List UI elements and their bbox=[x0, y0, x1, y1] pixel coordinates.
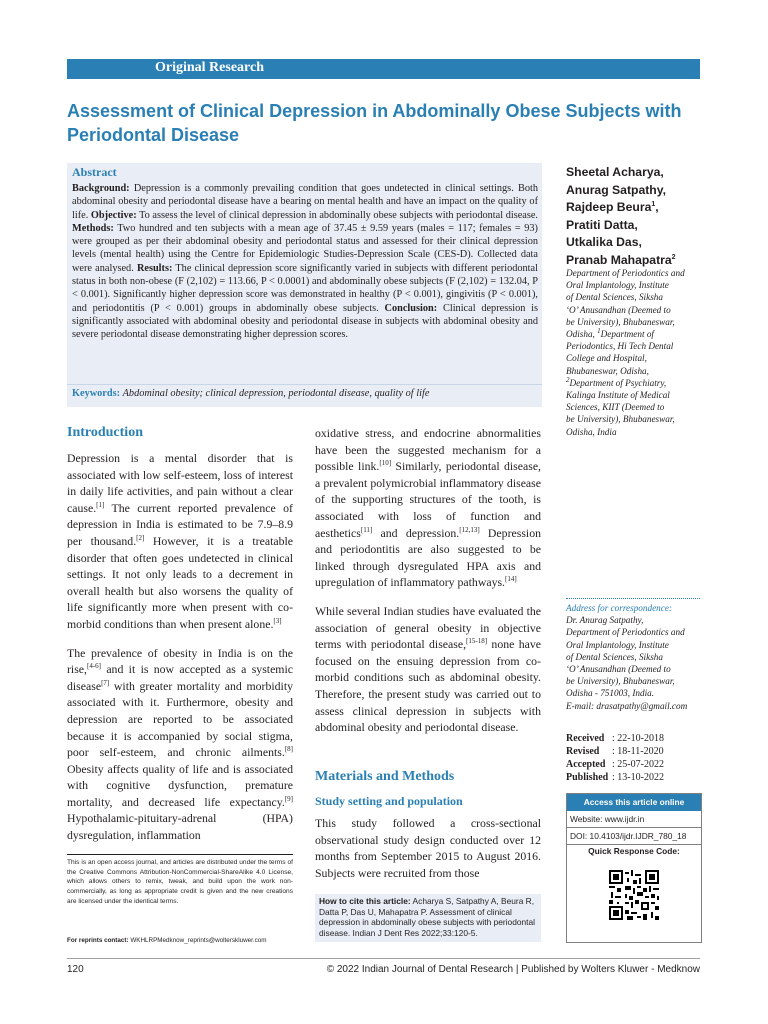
how-to-cite-label: How to cite this article: bbox=[319, 896, 411, 906]
text: The current reported prevalence of depression in India is estimated to be 7.9–8.9 per thousand. bbox=[67, 500, 293, 548]
text: Obesity affects quality of life and is associated with cognitive dysfunction, premature mortality, and decreased life expectancy. bbox=[67, 761, 293, 809]
how-to-cite-citation: Acharya S, Satpathy A, Beura R, Datta P, Das U, Mahapatra P. Assessment of clinical depression in abdominally obese subjects with periodontal disease. Indian J Dent Res 2022;33:120-5. bbox=[319, 896, 536, 939]
affil-line: be University), Bhubaneswar, bbox=[566, 414, 675, 425]
accepted-label: Accepted bbox=[566, 759, 606, 770]
published-date: : 13-10-2022 bbox=[612, 772, 664, 783]
text: oxidative stress, and endocrine abnormalities have been the suggested mechanism for a possible link. bbox=[315, 426, 541, 474]
text: Similarly, periodontal disease, a prevalent polymicrobial inflammatory disease of the supporting structures of the tooth, is associated with loss of function and aesthetics bbox=[315, 459, 542, 540]
page-number: 120 bbox=[67, 964, 84, 975]
objective-label: Objective: bbox=[90, 209, 137, 221]
correspondence-line: Odisha - 751003, India. bbox=[566, 688, 655, 699]
correspondence-line: of Dental Sciences, Siksha bbox=[566, 651, 663, 662]
section-band bbox=[67, 59, 700, 79]
background-label: Background: bbox=[72, 183, 130, 194]
author-3-name: Rajdeep Beura bbox=[566, 200, 652, 214]
affil-line: Department of Periodontics and bbox=[566, 268, 685, 278]
how-to-cite-text bbox=[319, 896, 539, 939]
correspondence-line: Oral Implantology, Institute bbox=[566, 639, 669, 650]
website-link[interactable]: Website: www.ijdr.in bbox=[567, 811, 701, 828]
abstract-box bbox=[67, 163, 542, 407]
qr-code-icon[interactable] bbox=[609, 870, 659, 920]
correspondence bbox=[566, 602, 716, 712]
methods-text: Two hundred and ten subjects with a mean age of 37.45 ± 9.59 years (males = 117; females = 93) were grouped as per their abdominal obesity and periodontal status and assessed for their clinical depression levels (mental health) using the Centre for Epidemiologic Studies-Depression Scale (CES-D). Collected data were analysed. bbox=[72, 222, 538, 274]
accepted-date: : 25-07-2022 bbox=[612, 759, 664, 770]
keywords bbox=[72, 388, 538, 399]
text: The prevalence of obesity in India is on the rise, bbox=[67, 645, 293, 677]
affil-text: Department of Psychiatry, bbox=[569, 377, 667, 388]
author-6-name: Pranab Mahapatra bbox=[566, 252, 672, 267]
affil-line: ‘O’ Anusandhan (Deemed to bbox=[566, 304, 671, 315]
correspondence-line: Dr. Anurag Satpathy, bbox=[566, 615, 644, 626]
introduction-heading: Introduction bbox=[67, 425, 143, 440]
correspondence-line: Department of Periodontics and bbox=[566, 627, 685, 638]
abstract-text bbox=[72, 182, 538, 342]
author-6-sup: 2 bbox=[671, 253, 676, 261]
citation: [12,13] bbox=[459, 525, 480, 534]
published-label: Published bbox=[566, 772, 609, 783]
keywords-divider bbox=[67, 384, 542, 385]
author-3-sup: 1 bbox=[651, 200, 656, 208]
affil-line bbox=[566, 328, 716, 340]
qr-label: Quick Response Code: bbox=[588, 846, 680, 856]
citation: [8] bbox=[284, 745, 293, 754]
reprints-label: For reprints contact: bbox=[67, 937, 129, 944]
how-to-cite-box bbox=[315, 894, 541, 942]
citation: [4-6] bbox=[86, 662, 101, 671]
text: and it is now accepted as a systemic disease bbox=[67, 662, 293, 693]
citation: [10] bbox=[379, 459, 392, 468]
objective-text: To assess the level of clinical depression in abdominally obese subjects with periodontal disease. bbox=[136, 209, 538, 221]
intro-paragraph-4 bbox=[315, 603, 541, 736]
article-title: Assessment of Clinical Depression in Abdominally Obese Subjects with Periodontal Disease bbox=[67, 101, 682, 145]
correspondence-line: ‘O’ Anusandhan (Deemed to bbox=[566, 664, 671, 675]
text: Hypothalamic-pituitary-adrenal (HPA) dysregulation, inflammation bbox=[67, 811, 293, 843]
author-1: Sheetal Acharya, bbox=[566, 165, 664, 179]
affil-line: Bhubaneswar, Odisha, bbox=[566, 365, 649, 376]
citation: [3] bbox=[273, 617, 282, 626]
body-column-2 bbox=[315, 425, 541, 748]
correspondence-heading: Address for correspondence: bbox=[566, 603, 672, 613]
affiliations bbox=[566, 267, 716, 438]
citation: [1] bbox=[96, 500, 105, 509]
intro-paragraph-2 bbox=[67, 645, 293, 844]
author-2: Anurag Satpathy, bbox=[566, 182, 666, 197]
citation: [14] bbox=[505, 575, 517, 584]
doi-link[interactable]: DOI: 10.4103/ijdr.IJDR_780_18 bbox=[567, 828, 701, 845]
affil-line bbox=[566, 377, 716, 389]
text: none have focused on the ensuing depression from co-morbid conditions such as abdominal obesity. Therefore, the present study was carried out to assess clinical depression in subjects with abdominal obesity and periodontal disease. bbox=[315, 637, 541, 735]
intro-paragraph-1 bbox=[67, 450, 293, 633]
footer-divider bbox=[67, 958, 700, 959]
affil-text: Odisha, bbox=[566, 329, 598, 340]
author-5: Utkalika Das, bbox=[566, 235, 642, 249]
text: However, it is a treatable disorder that often goes undetected in clinical settings. It not only leads to a decrement in overall health but also worsens the quality of life significantly more when present with co-morbid conditions than when present alone. bbox=[67, 533, 293, 631]
footnote-divider bbox=[67, 854, 293, 855]
access-article-box bbox=[566, 793, 702, 943]
received-date: : 22-10-2018 bbox=[612, 733, 664, 744]
correspondence-email: E-mail: drasatpathy@gmail.com bbox=[566, 700, 688, 711]
affil-text: Department of bbox=[600, 329, 654, 340]
affil-sup: 2 bbox=[566, 375, 570, 384]
citation: [11] bbox=[360, 525, 373, 534]
text: Depression is a mental disorder that is associated with low self-esteem, loss of interest in daily life activities, and pain without a clear cause. bbox=[67, 451, 293, 515]
body-column-1 bbox=[67, 450, 293, 856]
author-list bbox=[566, 164, 716, 269]
access-heading: Access this article online bbox=[567, 794, 701, 811]
correspondence-divider bbox=[566, 598, 700, 599]
article-dates bbox=[566, 732, 664, 784]
text: with greater mortality and morbidity associated with it. Furthermore, obesity and depression are reported to be associated because it is accompanied by social stigma, poor self-esteem, and chronic ailments. bbox=[67, 678, 293, 760]
reprints-email: WKHLRPMedknow_reprints@wolterskluwer.com bbox=[128, 937, 267, 944]
affil-line: Odisha, India bbox=[566, 426, 617, 437]
affil-line: of Dental Sciences, Siksha bbox=[566, 292, 663, 303]
citation: [2] bbox=[136, 534, 145, 543]
conclusion-text: Clinical depression is significantly associated with abdominal obesity and periodontal disease in subjects with abdominal obesity and severe periodontal disease demonstrating higher depression scores. bbox=[72, 302, 539, 341]
affil-line: Sciences, KIIT (Deemed to bbox=[566, 402, 665, 413]
methods-label: Methods: bbox=[72, 222, 114, 234]
results-text: The clinical depression score significantly varied in subjects with different periodontal status in both non-obese (F (2,102) = 113.66, P < 0.0001) and abdominally obese subjects (F (2,102) = 132.04, P < 0.001). Significantly higher depression score was demonstrated in healthy (P < 0.001), gingivitis (P < 0.001), and periodontitis (P < 0.001) groups in abdominally obese subjects. bbox=[72, 262, 538, 314]
conclusion-label: Conclusion: bbox=[384, 302, 438, 314]
affil-line: Periodontics, Hi Tech Dental bbox=[566, 341, 674, 352]
text: While several Indian studies have evaluated the association of general obesity in objective terms with periodontal disease, bbox=[315, 603, 541, 652]
citation: [9] bbox=[284, 794, 293, 803]
affil-line: Kalinga Institute of Medical bbox=[566, 390, 670, 401]
abstract-heading: Abstract bbox=[72, 165, 117, 179]
affil-line: College and Hospital, bbox=[566, 353, 647, 364]
results-label: Results: bbox=[136, 262, 173, 274]
text: and depression. bbox=[372, 525, 460, 540]
author-3 bbox=[566, 199, 716, 217]
correspondence-line: be University), Bhubaneswar, bbox=[566, 676, 675, 687]
license-footnote: This is an open access journal, and articles are distributed under the terms of the Creative Commons Attribution-NonCommercial-ShareAlike 4.0 License, which allows others to remix, tweak, and build upon the work non-commercially, as long as appropriate credit is given and the new creations are licensed under the identical terms. bbox=[67, 859, 293, 905]
journal-credit: © 2022 Indian Journal of Dental Research | Published by Wolters Kluwer - Medknow bbox=[326, 964, 700, 975]
methods-heading: Materials and Methods bbox=[315, 769, 455, 784]
revised-date: : 18-11-2020 bbox=[612, 746, 664, 757]
study-setting-heading: Study setting and population bbox=[315, 794, 463, 808]
reprints-contact bbox=[67, 937, 297, 944]
background-text: Depression is a commonly prevailing condition that goes undetected in clinical settings. Both abdominal obesity and periodontal disease have a bearing on mental health and have an impact on the quality of life. bbox=[72, 183, 538, 221]
affil-line: Oral Implantology, Institute bbox=[566, 280, 669, 291]
revised-label: Revised bbox=[566, 746, 600, 757]
author-3-comma: , bbox=[655, 200, 659, 214]
intro-paragraph-3 bbox=[315, 425, 541, 591]
citation: [15-18] bbox=[466, 637, 488, 646]
keywords-text: Abdominal obesity; clinical depression, periodontal disease, quality of life bbox=[122, 388, 430, 399]
received-label: Received bbox=[566, 733, 605, 744]
keywords-label: Keywords: bbox=[72, 388, 121, 399]
section-label: Original Research bbox=[155, 60, 265, 75]
study-paragraph: This study followed a cross-sectional observational study design conducted over 12 months from September 2015 to August 2016. Subjects were recruited from those bbox=[315, 816, 541, 880]
author-4: Pratiti Datta, bbox=[566, 217, 638, 232]
text: Depression and periodontitis are also suggested to be linked through dysregulated HPA axis and upregulation of inflammatory pathways. bbox=[315, 525, 541, 590]
citation: [7] bbox=[101, 678, 110, 687]
affil-line: be University), Bhubaneswar, bbox=[566, 316, 675, 327]
affil-sup: 1 bbox=[597, 326, 601, 335]
